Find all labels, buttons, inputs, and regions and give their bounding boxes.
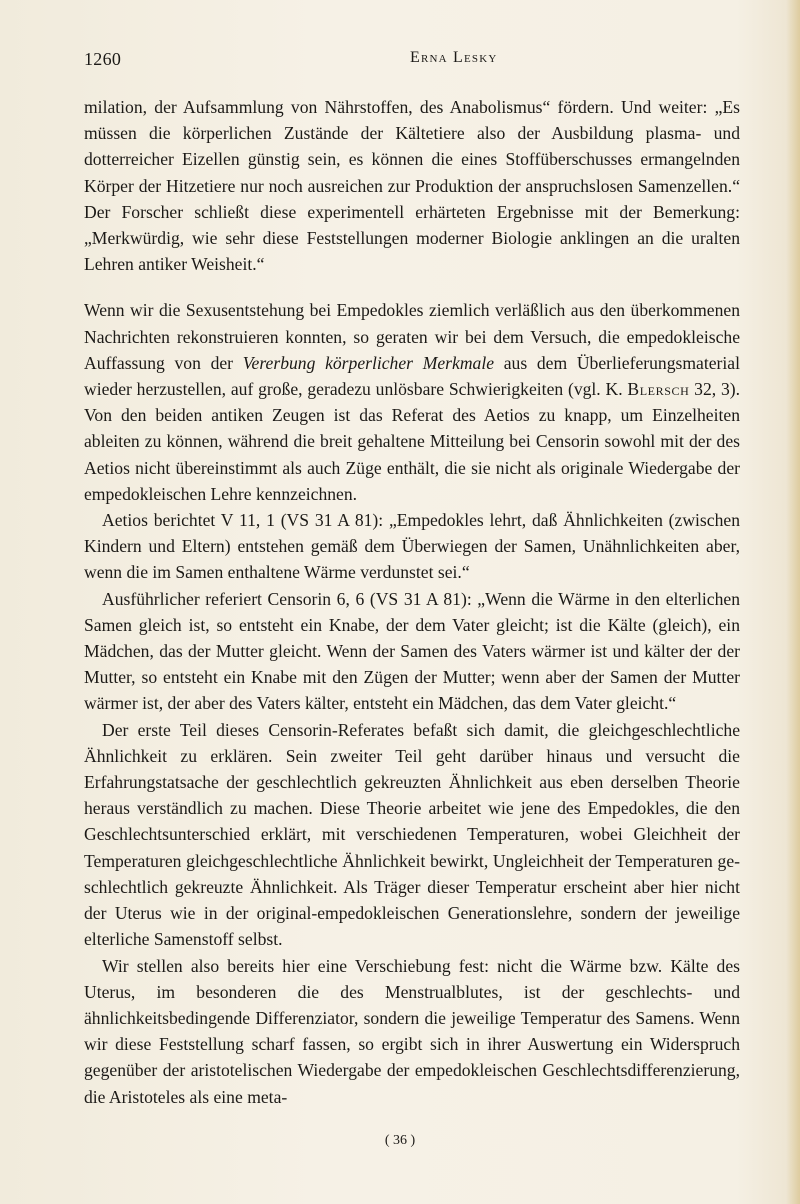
paragraph-3: Aetios berichtet V 11, 1 (VS 31 A 81): „Empedokles lehrt, daß Ähnlichkeiten (zwischen Kindern und Eltern) entstehen gemäß dem Überwiegen der Samen, Unähnlichkeiten aber, wenn die im Samen enthaltene Wärme verdunstet sei.“ xyxy=(84,510,740,583)
paragraph-2-part-2: aus dem Überlieferungsmaterial wieder herzustellen, auf große, geradezu unlösbare Schwierigkeiten (vgl. K. xyxy=(84,352,741,400)
paragraph-2-part-3: 32, 3). Von den beiden antiken Zeugen ist das Referat des Aetios zu knapp, um Einzelheiten ableiten zu können, während die breit gehaltene Mitteilung bei Censorin sowohl mit der des Aetios nicht übereinstimmt als auch Züge enthält, die sie nicht als originale Wiedergabe der empedokleischen Lehre kennzeichnen. xyxy=(84,379,740,504)
page-footer xyxy=(0,1133,800,1149)
footer-page-label: ( 36 ) xyxy=(384,1133,416,1148)
running-head-author: Erna Lesky xyxy=(410,49,498,66)
author-citation-blersch: Blersch xyxy=(627,379,690,400)
page-number: 1260 xyxy=(84,49,122,69)
page-header xyxy=(84,49,744,77)
paragraph-2-part-1: Wenn wir die Sexusentstehung bei Empedokles ziemlich verläßlich aus den überkommenen Nachrichten rekonstruieren konnten, so geraten wir bei dem Versuch, die empedokleische Auffassung von der xyxy=(84,300,740,373)
paragraph-5: Der erste Teil dieses Censorin-Referates befaßt sich damit, die gleichgeschlechtliche Ähnlichkeit zu erklären. Sein zweiter Teil geht darüber hinaus und versucht die Erfahrungstatsache der geschlechtlich gekreuzten Ähnlichkeit aus eben derselben Theorie heraus verständlich zu machen. Diese Theorie arbeitet wie jene des Empedokles, die den Geschlechtsunterschied erklärt, mit verschiedenen Temperaturen, wobei Gleichheit der Temperaturen gleichgeschlechtliche Ähnlichkeit bewirkt, Ungleichheit der Temperaturen geschlechtlich gekreuzte Ähnlichkeit. Als Träger dieser Temperatur erscheint aber hier nicht der Uterus wie in der original-empedokleischen Generationslehre, sondern der jeweilige elterliche Samenstoff selbst. xyxy=(84,719,740,950)
paragraph-4: Ausführlicher referiert Censorin 6, 6 (VS 31 A 81): „Wenn die Wärme in den elterlichen Samen gleich ist, so entsteht ein Knabe, der dem Vater gleicht; ist die Kälte (gleich), ein Mädchen, das der Mutter gleicht. Wenn der Samen des Vaters wärmer ist und kälter der der Mutter, so entsteht ein Knabe mit den Zügen der Mutter; wenn aber der Samen der Mutter wärmer ist, der aber des Vaters kälter, entsteht ein Mädchen, das dem Vater gleicht.“ xyxy=(84,588,740,714)
paragraph-2 xyxy=(84,297,740,507)
paragraph-6: Wir stellen also bereits hier eine Verschiebung fest: nicht die Wärme bzw. Kälte des Uterus, im besonderen die des Menstrualblutes, ist der geschlechts- und ähnlichkeitsbedingende Differenziator, sondern die jeweilige Temperatur des Samens. Wenn wir diese Feststellung scharf fassen, so ergibt sich in ihrer Auswertung ein Widerspruch gegenüber der aristotelischen Wiedergabe der empedokleischen Geschlechtsdifferenzierung, die Aristoteles als eine meta- xyxy=(84,955,740,1107)
emphasis-vererbung: Vererbung körperlicher Merkmale xyxy=(242,352,495,373)
paragraph-1: milation, der Aufsammlung von Nährstoffen, des Anabolismus“ fördern. Und weiter: „Es müssen die körperlichen Zustände der Kältetiere also der Ausbildung plasma- und dotterreicher Eizellen günstig sein, es können die eines Stoffüberschusses ermangelnden Körper der Hitzetiere nur noch ausreichen zur Produktion der anspruchslosen Samenzellen.“ Der Forscher schließt diese experimentell erhärteten Ergebnisse mit der Bemerkung: „Merkwürdig, wie sehr diese Feststellungen moderner Biologie anklingen an die uralten Lehren antiker Weisheit.“ xyxy=(84,97,740,275)
page-edge-shadow xyxy=(786,0,800,1204)
body-text xyxy=(84,94,740,1110)
